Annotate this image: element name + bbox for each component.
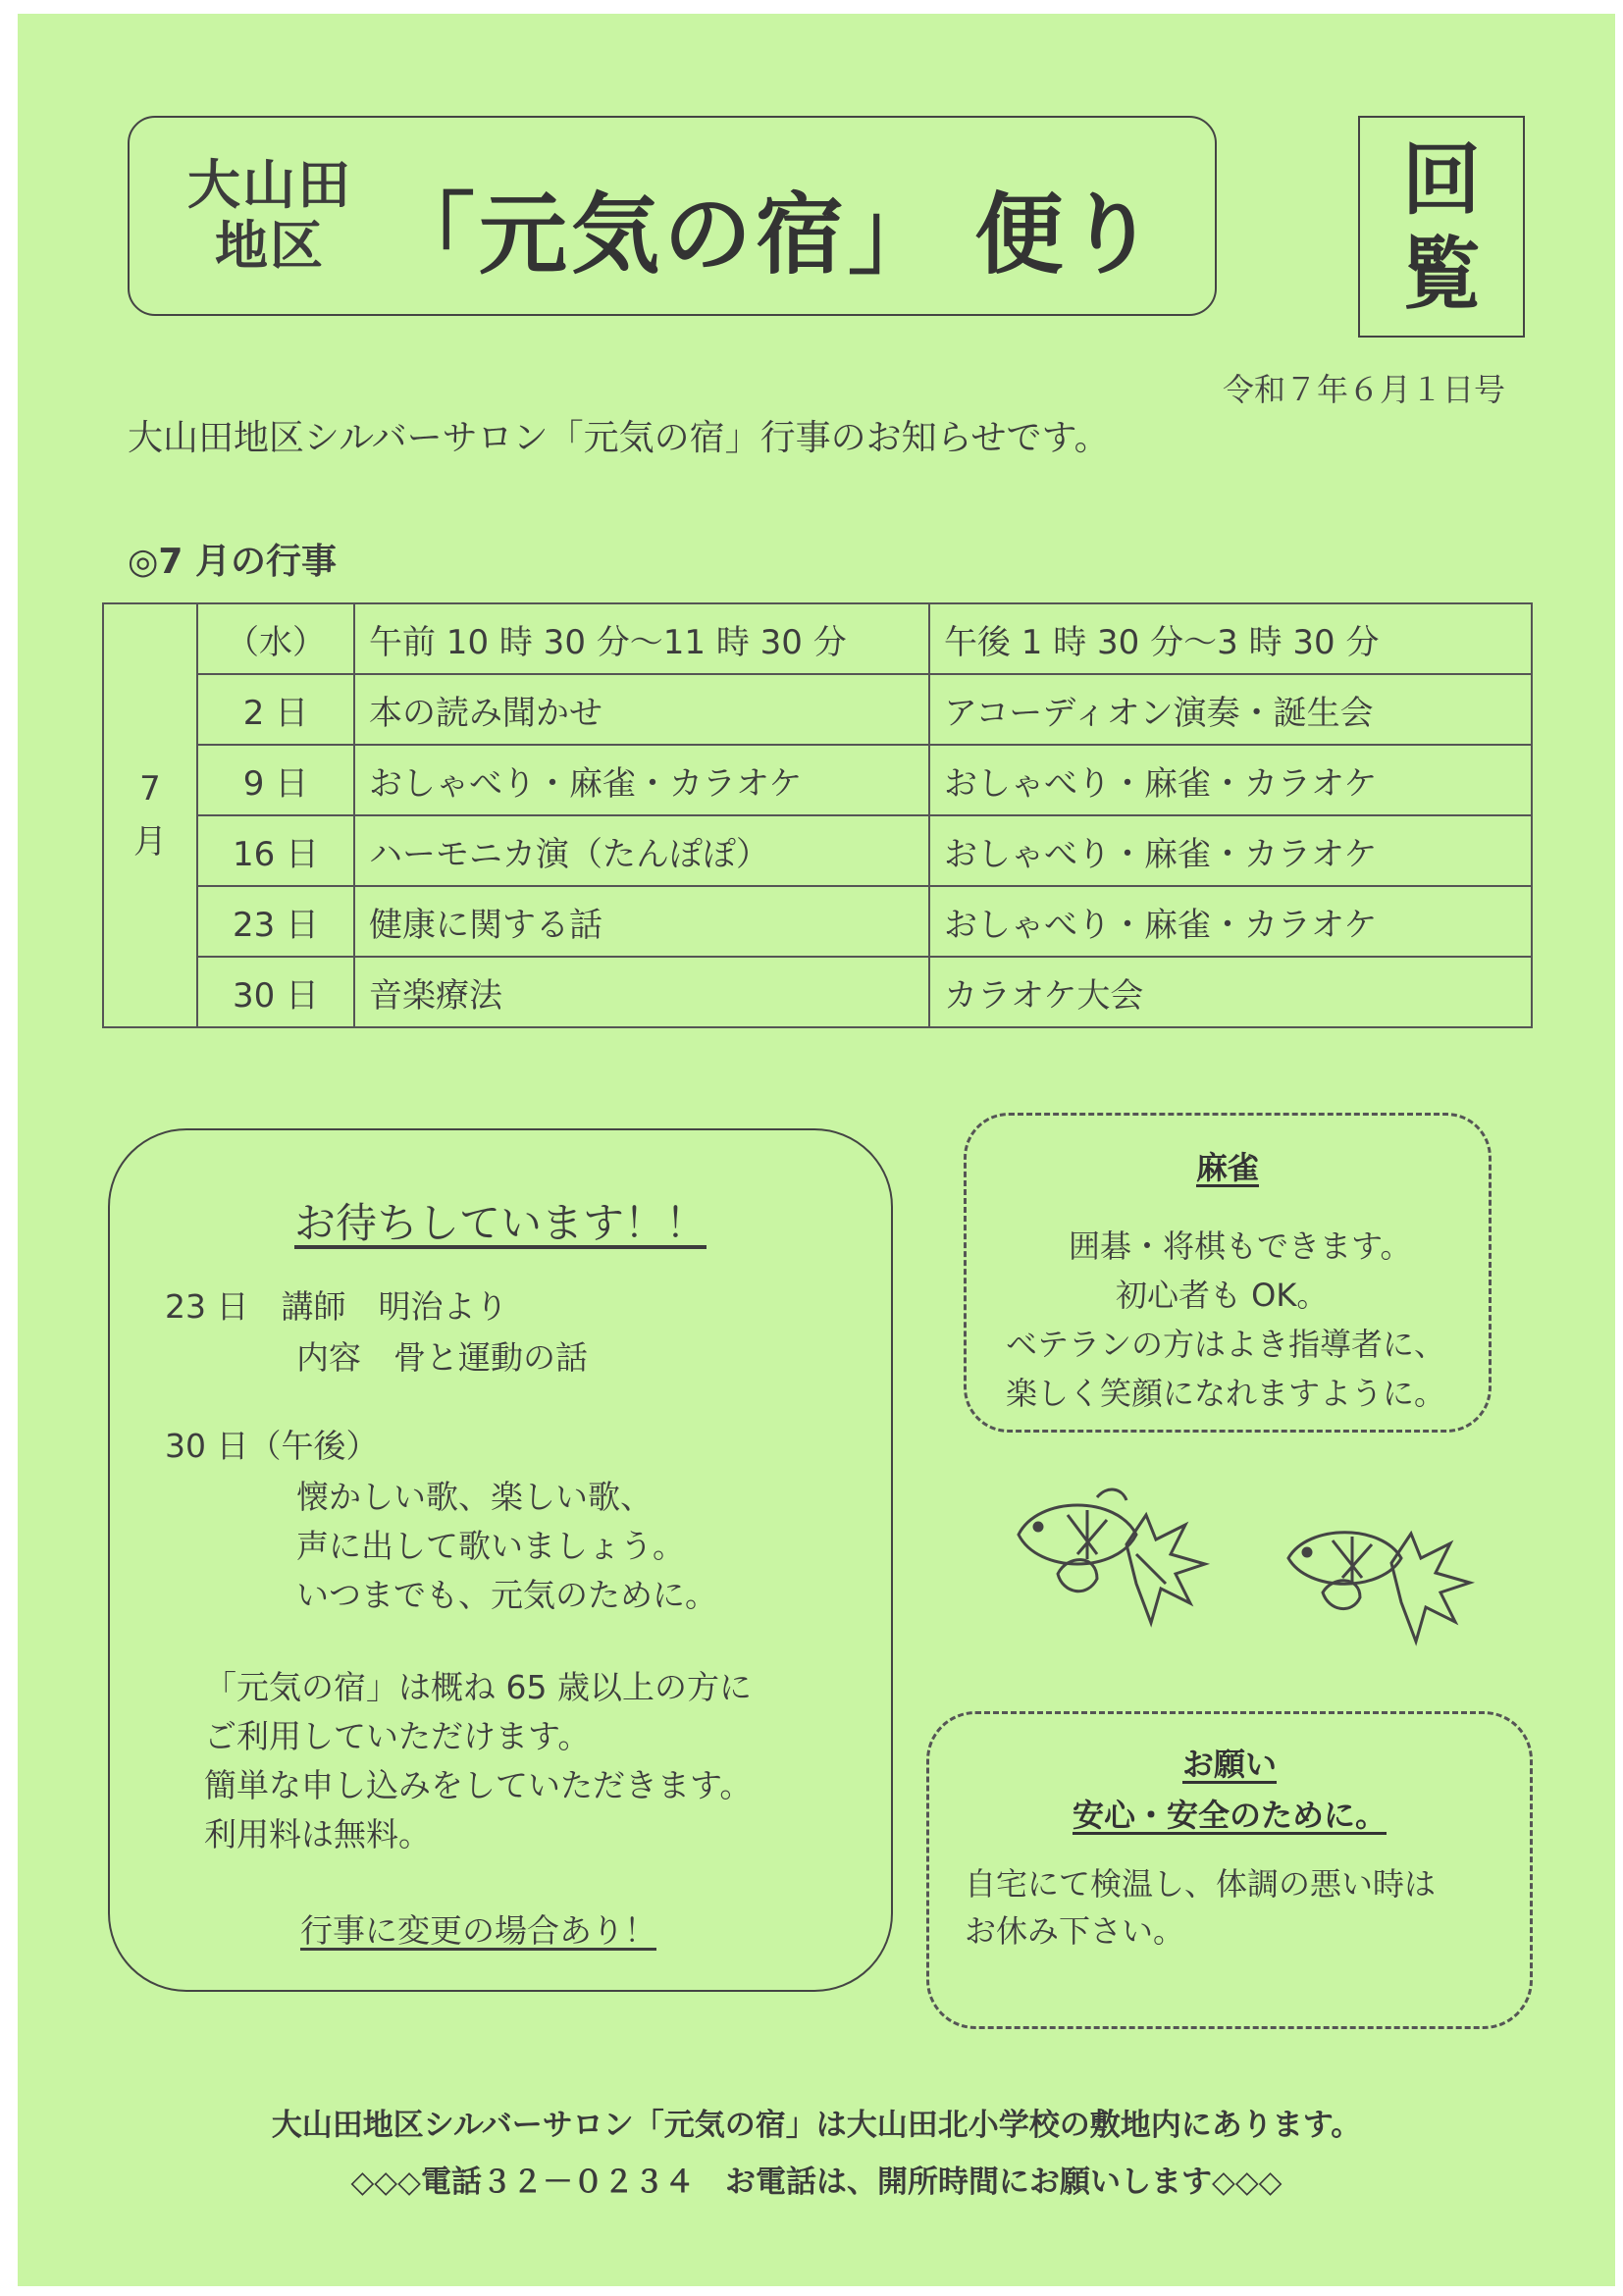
- circulation-line-2: 覧: [1402, 229, 1481, 320]
- singing-line-3: いつまでも、元気のために。: [296, 1576, 717, 1614]
- fee-line: 利用料は無料。: [204, 1815, 431, 1853]
- footer-phone: ◇◇◇電話３２－０２３４ お電話は、開所時間にお願いします◇◇◇: [350, 2165, 1283, 2200]
- request-line-2: お休み下さい。: [965, 1912, 1185, 1950]
- row-pm: おしゃべり・麻雀・カラオケ: [929, 886, 1532, 957]
- footer-location: 大山田地区シルバーサロン「元気の宿」は大山田北小学校の敷地内にあります。: [271, 2108, 1362, 2143]
- title-banner: [128, 116, 1217, 316]
- district-line-1: 大山田: [187, 154, 352, 216]
- singing-line-2: 声に出して歌いましょう。: [296, 1527, 685, 1565]
- row-pm: おしゃべり・麻雀・カラオケ: [929, 815, 1532, 886]
- table-row: [103, 745, 1532, 815]
- mahjong-box: [964, 1113, 1492, 1433]
- table-row: [103, 957, 1532, 1027]
- issue-date: 令和７年６月１日号: [1222, 371, 1505, 408]
- table-row: [103, 674, 1532, 745]
- maple-leaf-icon: [1391, 1534, 1470, 1642]
- singing-line-1: 懐かしい歌、楽しい歌、: [296, 1478, 653, 1516]
- row-day: 30 日: [197, 957, 354, 1027]
- fish-icon: [1019, 1489, 1136, 1564]
- schedule-table: [102, 602, 1533, 1028]
- am-header: 午前 10 時 30 分～11 時 30 分: [354, 603, 929, 674]
- table-row: [103, 815, 1532, 886]
- request-box: [926, 1711, 1533, 2029]
- section-title: ◎7 月の行事: [128, 542, 337, 582]
- fish-icon: [1288, 1533, 1401, 1585]
- singing-date: 30 日（午後）: [165, 1427, 379, 1465]
- table-header-row: [103, 603, 1532, 674]
- row-am: 健康に関する話: [354, 886, 929, 957]
- row-am: おしゃべり・麻雀・カラオケ: [354, 745, 929, 815]
- request-title: お願い: [1181, 1746, 1277, 1783]
- mahjong-line-3: ベテランの方はよき指導者に、: [1006, 1326, 1446, 1363]
- district-line-2: 地区: [215, 215, 325, 277]
- row-day: 9 日: [197, 745, 354, 815]
- circulation-stamp: [1358, 116, 1525, 338]
- waiting-box: [108, 1128, 893, 1992]
- newsletter-page: [18, 14, 1615, 2286]
- row-day: 16 日: [197, 815, 354, 886]
- row-day: 23 日: [197, 886, 354, 957]
- weekday-header: （水）: [197, 603, 354, 674]
- eligibility-line-3: 簡単な申し込みをしていただきます。: [204, 1766, 753, 1804]
- lecture-content: 内容 骨と運動の話: [296, 1338, 588, 1377]
- lecture-line: 23 日 講師 明治より: [165, 1287, 508, 1326]
- month-cell: [103, 603, 197, 1027]
- table-row: [103, 886, 1532, 957]
- waiting-title: お待ちしています！！: [293, 1199, 707, 1247]
- district-label: [186, 155, 353, 277]
- month-number: 7: [139, 769, 161, 809]
- row-pm: おしゃべり・麻雀・カラオケ: [929, 745, 1532, 815]
- row-am: ハーモニカ演（たんぽぽ）: [354, 815, 929, 886]
- mahjong-title: 麻雀: [1195, 1149, 1259, 1186]
- row-am: 本の読み聞かせ: [354, 674, 929, 745]
- maple-leaf-icon: [1126, 1515, 1205, 1623]
- eligibility-line-1: 「元気の宿」は概ね 65 歳以上の方に: [204, 1668, 752, 1706]
- intro-text: 大山田地区シルバーサロン「元気の宿」行事のお知らせです。: [128, 418, 1110, 458]
- fish-leaf-illustration-2: [1274, 1499, 1480, 1656]
- mahjong-line-1: 囲碁・将棋もできます。: [1069, 1227, 1412, 1265]
- month-unit: 月: [133, 822, 167, 861]
- row-day: 2 日: [197, 674, 354, 745]
- eligibility-line-2: ご利用していただけます。: [204, 1717, 591, 1755]
- request-subtitle: 安心・安全のために。: [1072, 1797, 1387, 1834]
- row-pm: アコーディオン演奏・誕生会: [929, 674, 1532, 745]
- fish-leaf-illustration-1: [999, 1476, 1215, 1652]
- pm-header: 午後 1 時 30 分～3 時 30 分: [929, 603, 1532, 674]
- row-am: 音楽療法: [354, 957, 929, 1027]
- mahjong-line-4: 楽しく笑顔になれますように。: [1006, 1375, 1446, 1412]
- change-notice: 行事に変更の場合あり！: [300, 1911, 656, 1950]
- newsletter-title: 「元気の宿」 便り: [387, 183, 1160, 287]
- request-line-1: 自宅にて検温し、体調の悪い時は: [965, 1865, 1437, 1903]
- circulation-line-1: 回: [1402, 134, 1481, 226]
- mahjong-line-2: 初心者も OK。: [1116, 1277, 1329, 1314]
- row-pm: カラオケ大会: [929, 957, 1532, 1027]
